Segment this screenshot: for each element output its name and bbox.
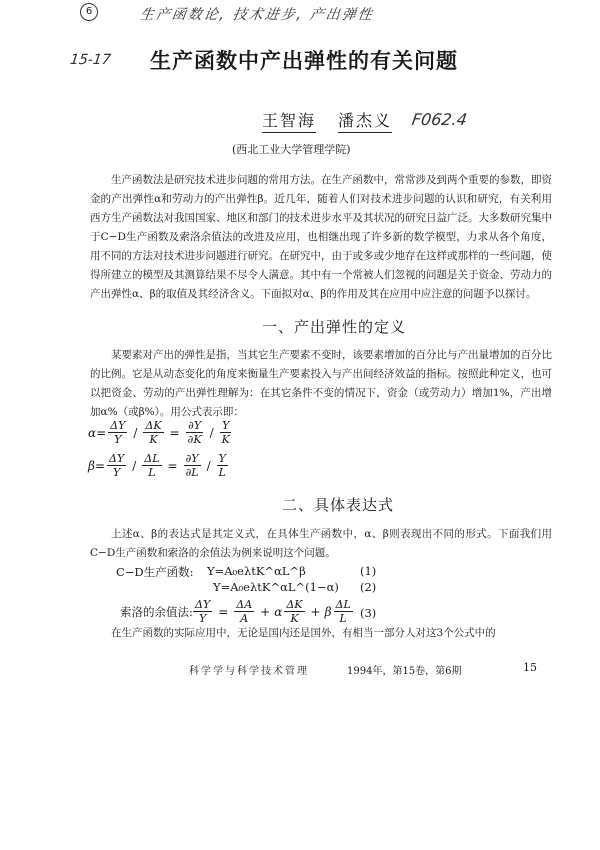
author-name: 潘杰义 <box>338 108 392 133</box>
operator: = <box>169 425 180 440</box>
beta-elasticity-equation <box>88 452 230 479</box>
solow-residual-equation <box>191 598 355 625</box>
operator: + <box>260 604 271 619</box>
continuation-paragraph: 在生产函数的实际应用中，无论是国内还是国外，有相当一部分人对这3个公式中的 <box>111 627 496 639</box>
operator: / <box>206 458 211 473</box>
handwritten-classification-code: F062.4 <box>410 110 469 129</box>
fraction: $\frac{\partial Y}{\partial L}$ <box>185 452 199 479</box>
cd-formula-1: Y=A₀eλtK^αL^β <box>207 564 306 578</box>
handwritten-keywords-note: 生产函数论, 技术进步, 产出弹性 <box>138 7 375 23</box>
equation-number: (2) <box>360 580 377 594</box>
beta-symbol: β <box>324 604 332 619</box>
section-2-paragraph: 上述α、β的表达式是其定义式，在具体生产函数中，α、β则表现出不同的形式。下面我们用C−D生产函数和索洛的余值法为例来说明这个问题。 <box>90 528 552 559</box>
alpha-elasticity-equation <box>88 419 234 446</box>
operator: = <box>167 458 178 473</box>
page-number: 15 <box>523 661 537 674</box>
circled-number-annotation: 6 <box>80 3 98 21</box>
fraction: $\frac{\Delta Y}{Y}$ <box>195 598 211 625</box>
operator: / <box>133 425 138 440</box>
section-1-heading: 一、产出弹性的定义 <box>262 318 407 336</box>
section-2-heading: 二、具体表达式 <box>282 496 395 514</box>
fraction: $\frac{Y}{L}$ <box>218 452 226 479</box>
fraction: $\frac{\Delta A}{A}$ <box>236 598 253 625</box>
operator: = <box>218 604 229 619</box>
fraction: $\frac{\Delta K}{K}$ <box>286 598 303 625</box>
fraction: $\frac{\Delta L}{L}$ <box>144 452 160 479</box>
fraction: $\frac{\Delta Y}{Y}$ <box>109 452 125 479</box>
operator: / <box>209 425 214 440</box>
equation-lhs: β= <box>88 458 105 473</box>
fraction: $\frac{\Delta K}{K}$ <box>145 419 162 446</box>
alpha-symbol: α <box>274 604 283 619</box>
author-affiliation: (西北工业大学管理学院) <box>232 143 351 156</box>
fraction: $\frac{\Delta Y}{Y}$ <box>110 419 126 446</box>
fraction: $\frac{\Delta L}{L}$ <box>335 598 351 625</box>
solow-residual-label: 索洛的余值法: <box>120 605 193 619</box>
abstract-paragraph: 生产函数法是研究技术进步问题的常用方法。在生产函数中，常常涉及到两个重要的参数，即资金的产出弹性α和劳动力的产出弹性β。近几年，随着人们对技术进步问题的认识和研究，有关利用西方生产函数法对我国国家、地区和部门的技术进步水平及其状况的研究日益广泛。大多数研究集中于C−D生产函数及索洛余值法的改进及应用，也相继出现了许多新的数学模型，力求从各个角度，用不同的方法对技术进步问题进行研究。在研究中，由于或多或少地存在这样或那样的一些问题，使得所建立的模型及其测算结果不尽令人满意。其中有一个常被人们忽视的问题是关于资金、劳动力的产出弹性α、β的取值及其经济含义。下面拟对α、β的作用及其在应用中应注意的问题予以探讨。 <box>90 174 552 300</box>
fraction: $\frac{\partial Y}{\partial K}$ <box>187 419 202 446</box>
author-name: 王智海 <box>262 108 316 133</box>
equation-number: (1) <box>360 564 377 578</box>
equation-lhs: α= <box>88 425 107 440</box>
fraction: $\frac{Y}{K}$ <box>221 419 230 446</box>
operator: + <box>310 604 321 619</box>
cd-formula-2: Y=A₀eλtK^αL^(1−α) <box>213 580 339 594</box>
footer-journal-name: 科学学与科学技术管理 <box>189 666 309 677</box>
footer-issue-info: 1994年，第15卷，第6期 <box>347 666 462 677</box>
equation-number: (3) <box>360 606 377 620</box>
section-1-paragraph: 某要素对产出的弹性是指，当其它生产要素不变时，该要素增加的百分比与产出量增加的百分比的比例。它是从动态变化的角度来衡量生产要素投入与产出间经济效益的指标。按照此种定义，也可以把资金、劳动的产出弹性理解为：在其它条件不变的情况下，资金（或劳动力）增加1%，产出增加α%（或β%）。用公式表示即： <box>90 349 552 418</box>
paper-title: 生产函数中产出弹性的有关问题 <box>150 49 458 73</box>
cd-function-label: C−D生产函数: <box>116 565 194 579</box>
handwritten-page-range: 15-17 <box>68 52 112 68</box>
operator: / <box>132 458 137 473</box>
